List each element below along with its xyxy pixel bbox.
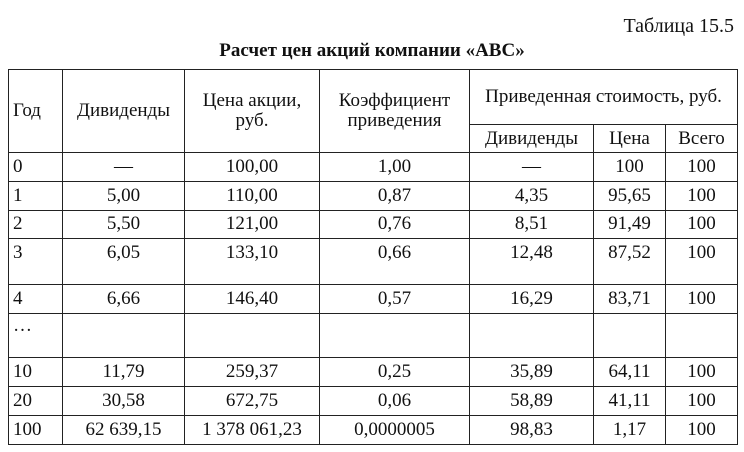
- table-row: [9, 181, 738, 210]
- header-coefficient: Коэффициент приведения: [320, 70, 470, 153]
- cell-pv-price: 100: [594, 153, 666, 182]
- cell-dividends: 6,66: [63, 285, 185, 314]
- table-row: [9, 239, 738, 285]
- cell-price: 1 378 061,23: [185, 415, 320, 444]
- cell-year: 20: [9, 386, 63, 415]
- cell-pv-dividends: 58,89: [470, 386, 594, 415]
- cell-coefficient: [320, 314, 470, 358]
- header-present-value: Приведенная стоимость, руб.: [470, 70, 738, 125]
- cell-pv-dividends: 16,29: [470, 285, 594, 314]
- cell-pv-dividends: 4,35: [470, 181, 594, 210]
- table-row: [9, 314, 738, 358]
- header-year: Год: [9, 70, 63, 153]
- cell-coefficient: 0,76: [320, 210, 470, 239]
- cell-pv-price: 95,65: [594, 181, 666, 210]
- cell-year: 100: [9, 415, 63, 444]
- cell-price: 672,75: [185, 386, 320, 415]
- cell-dividends: 11,79: [63, 358, 185, 387]
- cell-year: 4: [9, 285, 63, 314]
- cell-pv-total: [666, 314, 738, 358]
- table-row: [9, 285, 738, 314]
- cell-dividends: [63, 314, 185, 358]
- cell-pv-price: 41,11: [594, 386, 666, 415]
- header-price: Цена акции, руб.: [185, 70, 320, 153]
- cell-pv-total: 100: [666, 239, 738, 285]
- stock-price-table: [8, 69, 738, 445]
- cell-year: 2: [9, 210, 63, 239]
- cell-price: 100,00: [185, 153, 320, 182]
- cell-pv-total: 100: [666, 415, 738, 444]
- cell-pv-price: [594, 314, 666, 358]
- cell-price: 110,00: [185, 181, 320, 210]
- cell-pv-dividends: 8,51: [470, 210, 594, 239]
- cell-pv-total: 100: [666, 285, 738, 314]
- cell-pv-total: 100: [666, 181, 738, 210]
- cell-year: 10: [9, 358, 63, 387]
- table-row: [9, 153, 738, 182]
- cell-pv-price: 64,11: [594, 358, 666, 387]
- cell-pv-dividends: 35,89: [470, 358, 594, 387]
- cell-year: 3: [9, 239, 63, 285]
- cell-pv-total: 100: [666, 358, 738, 387]
- cell-coefficient: 0,57: [320, 285, 470, 314]
- table-row: [9, 386, 738, 415]
- table-row: [9, 358, 738, 387]
- cell-price: 121,00: [185, 210, 320, 239]
- cell-pv-price: 91,49: [594, 210, 666, 239]
- table-title: Расчет цен акций компании «ABC»: [219, 40, 525, 61]
- cell-price: 133,10: [185, 239, 320, 285]
- cell-dividends: 5,50: [63, 210, 185, 239]
- table-number: Таблица 15.5: [623, 15, 734, 37]
- cell-pv-dividends: [470, 314, 594, 358]
- header-pv-total: Всего: [666, 125, 738, 153]
- cell-dividends: 6,05: [63, 239, 185, 285]
- cell-price: [185, 314, 320, 358]
- cell-coefficient: 1,00: [320, 153, 470, 182]
- cell-coefficient: 0,66: [320, 239, 470, 285]
- cell-pv-dividends: —: [470, 153, 594, 182]
- cell-year: …: [9, 314, 63, 358]
- cell-pv-price: 87,52: [594, 239, 666, 285]
- cell-dividends: 62 639,15: [63, 415, 185, 444]
- cell-year: 1: [9, 181, 63, 210]
- table-row: [9, 210, 738, 239]
- cell-pv-price: 83,71: [594, 285, 666, 314]
- cell-price: 146,40: [185, 285, 320, 314]
- cell-dividends: 30,58: [63, 386, 185, 415]
- cell-dividends: —: [63, 153, 185, 182]
- cell-price: 259,37: [185, 358, 320, 387]
- header-dividends: Дивиденды: [63, 70, 185, 153]
- cell-coefficient: 0,06: [320, 386, 470, 415]
- cell-pv-total: 100: [666, 210, 738, 239]
- cell-pv-dividends: 98,83: [470, 415, 594, 444]
- cell-pv-price: 1,17: [594, 415, 666, 444]
- cell-coefficient: 0,25: [320, 358, 470, 387]
- table-row: [9, 415, 738, 444]
- header-pv-dividends: Дивиденды: [470, 125, 594, 153]
- cell-year: 0: [9, 153, 63, 182]
- cell-pv-total: 100: [666, 386, 738, 415]
- header-pv-price: Цена: [594, 125, 666, 153]
- cell-coefficient: 0,87: [320, 181, 470, 210]
- cell-dividends: 5,00: [63, 181, 185, 210]
- cell-coefficient: 0,0000005: [320, 415, 470, 444]
- cell-pv-total: 100: [666, 153, 738, 182]
- cell-pv-dividends: 12,48: [470, 239, 594, 285]
